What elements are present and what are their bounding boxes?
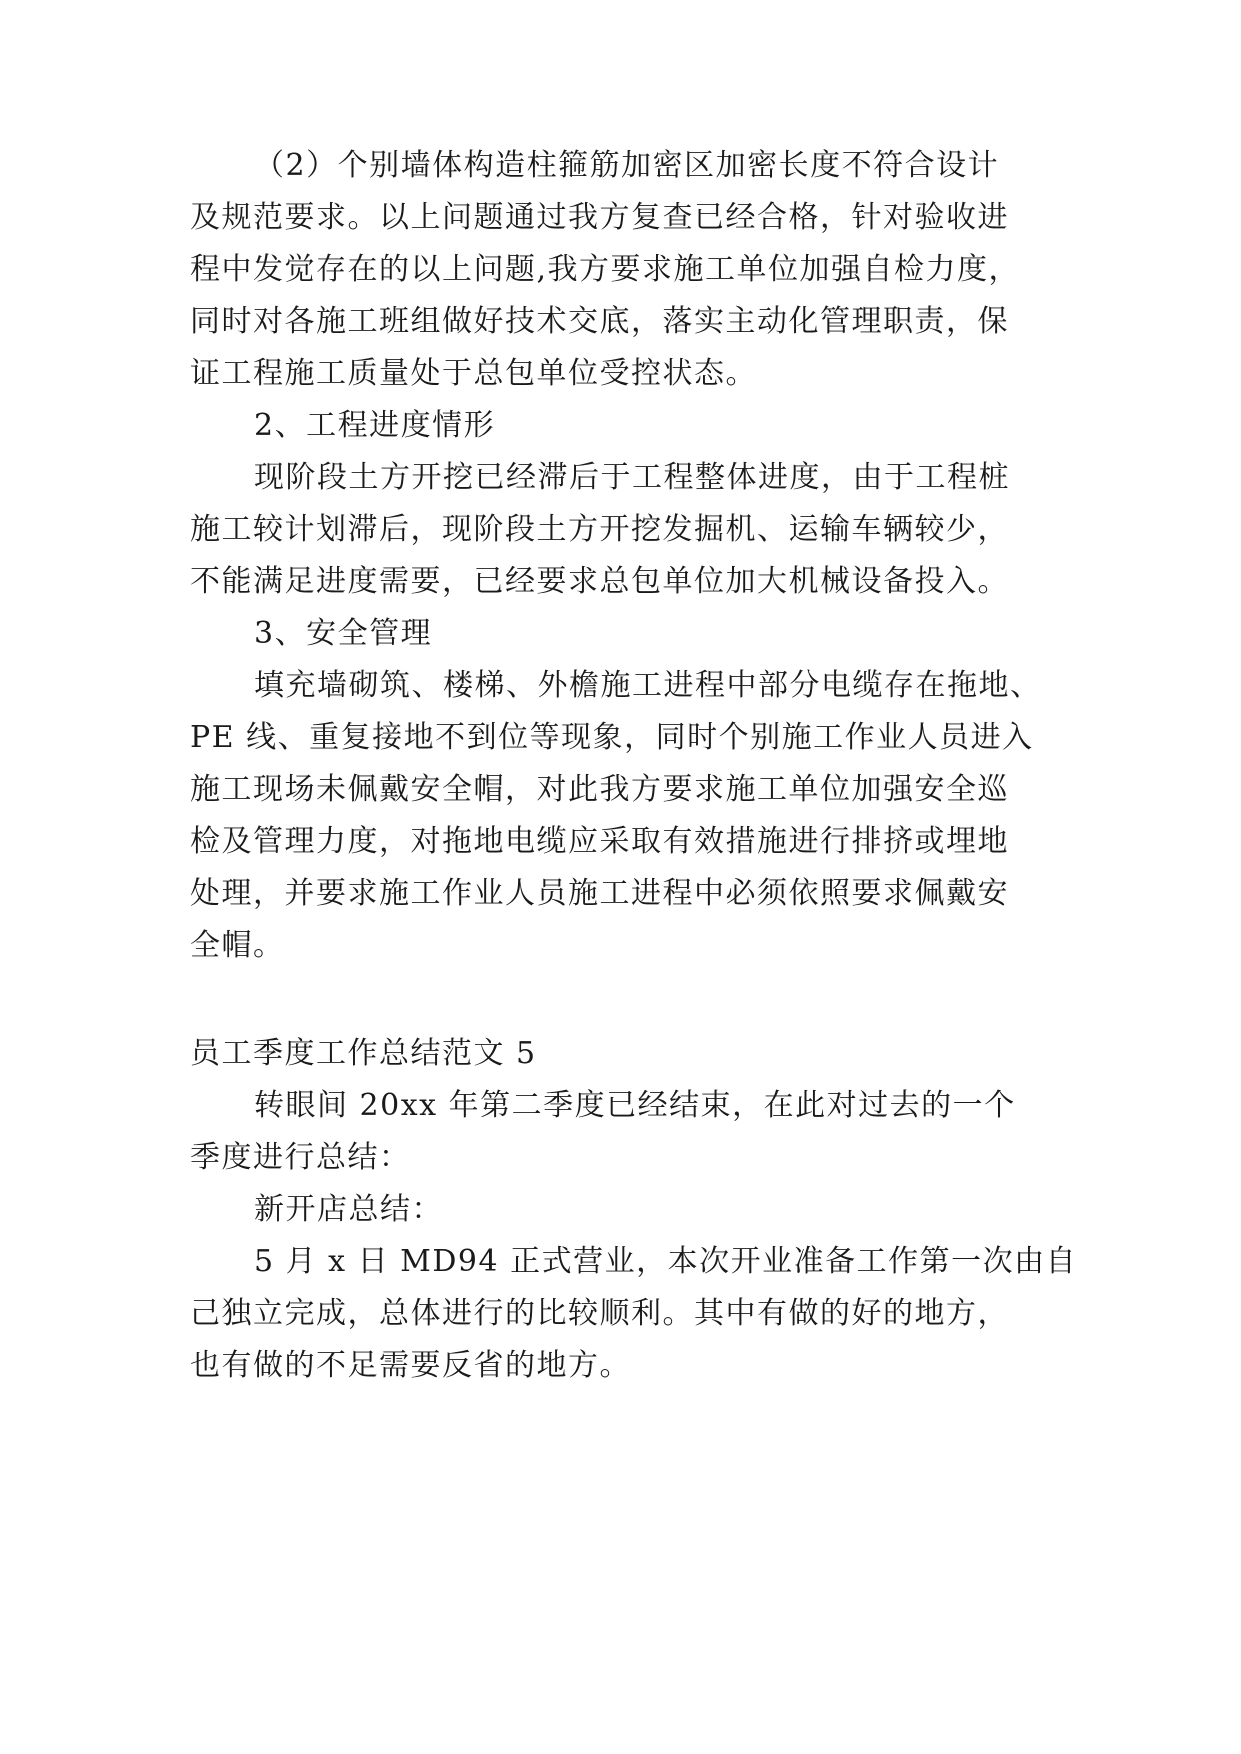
section-heading: 3、安全管理 (254, 616, 433, 651)
paragraph-line: 季度进行总结： (190, 1140, 411, 1175)
paragraph-line: 施工较计划滞后，现阶段土方开挖发掘机、运输车辆较少， (190, 512, 1009, 547)
paragraph-line: 转眼间 20xx 年第二季度已经结束，在此对过去的一个 (254, 1088, 1016, 1123)
section-heading: 2、工程进度情形 (254, 408, 496, 443)
paragraph-line: PE 线、重复接地不到位等现象，同时个别施工作业人员进入 (190, 720, 1034, 755)
paragraph-line: 现阶段土方开挖已经滞后于工程整体进度，由于工程桩 (254, 460, 1010, 495)
section-heading: 新开店总结： (254, 1192, 443, 1227)
paragraph-line: 检及管理力度，对拖地电缆应采取有效措施进行排挤或埋地 (190, 824, 1009, 859)
paragraph-line: 填充墙砌筑、楼梯、外檐施工进程中部分电缆存在拖地、 (254, 668, 1042, 703)
paragraph-line: 己独立完成，总体进行的比较顺利。其中有做的好的地方， (190, 1296, 1009, 1331)
paragraph-line: 不能满足进度需要，已经要求总包单位加大机械设备投入。 (190, 564, 1009, 599)
paragraph-line: 5 月 x 日 MD94 正式营业，本次开业准备工作第一次由自 (254, 1244, 1078, 1279)
paragraph-line: 程中发觉存在的以上问题,我方要求施工单位加强自检力度， (190, 252, 1021, 287)
paragraph-line: 及规范要求。以上问题通过我方复查已经合格，针对验收进 (190, 200, 1009, 235)
paragraph-line: 证工程施工质量处于总包单位受控状态。 (190, 356, 757, 391)
paragraph-line: 也有做的不足需要反省的地方。 (190, 1348, 631, 1383)
paragraph-line: 处理，并要求施工作业人员施工进程中必须依照要求佩戴安 (190, 876, 1009, 911)
paragraph-line: 全帽。 (190, 928, 285, 963)
article-title: 员工季度工作总结范文 5 (190, 1036, 537, 1071)
paragraph-line: （2）个别墙体构造柱箍筋加密区加密长度不符合设计 (254, 148, 1000, 183)
paragraph-line: 同时对各施工班组做好技术交底，落实主动化管理职责，保 (190, 304, 1009, 339)
paragraph-line: 施工现场未佩戴安全帽，对此我方要求施工单位加强安全巡 (190, 772, 1009, 807)
